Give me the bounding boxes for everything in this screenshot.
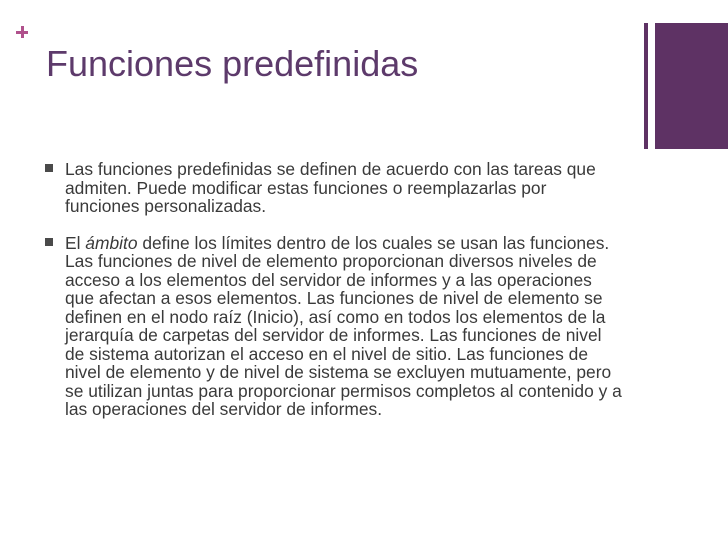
- bullet-text: Las funciones predefinidas se definen de acuerdo con las tareas que admiten. Puede modificar estas funciones o reemplazarlas por funciones personalizadas.: [65, 159, 596, 216]
- bullet-prefix: El: [65, 232, 86, 253]
- decor-bar-thin: [644, 23, 648, 149]
- bullet-item-2: [44, 234, 624, 419]
- bullet-text: [65, 234, 624, 419]
- bullet-emphasis: ámbito: [85, 232, 138, 253]
- slide-title: Funciones predefinidas: [46, 43, 419, 84]
- slide-body: [44, 160, 624, 437]
- bullet-item-1: [44, 160, 624, 216]
- decor-bar-wide: [655, 23, 728, 149]
- bullet-remainder: define los límites dentro de los cuales se usan las funciones. Las funciones de nivel de elemento proporcionan diversos niveles de acceso a los elementos del servidor de informes y a las operaciones que afectan a esos elementos. Las funciones de nivel de elemento se definen en el nodo raíz (Inicio), así como en todos los elementos de la jerarquía de carpetas del servidor de informes. Las funciones de nivel de sistema autorizan el acceso en el nivel de sitio. Las funciones de nivel de elemento y de nivel de sistema se excluyen mutuamente, pero se utilizan juntas para proporcionar permisos completos al contenido y a las operaciones del servidor de informes.: [65, 232, 622, 419]
- square-bullet-icon: [45, 164, 53, 172]
- plus-icon: [16, 26, 28, 38]
- square-bullet-icon: [45, 238, 53, 246]
